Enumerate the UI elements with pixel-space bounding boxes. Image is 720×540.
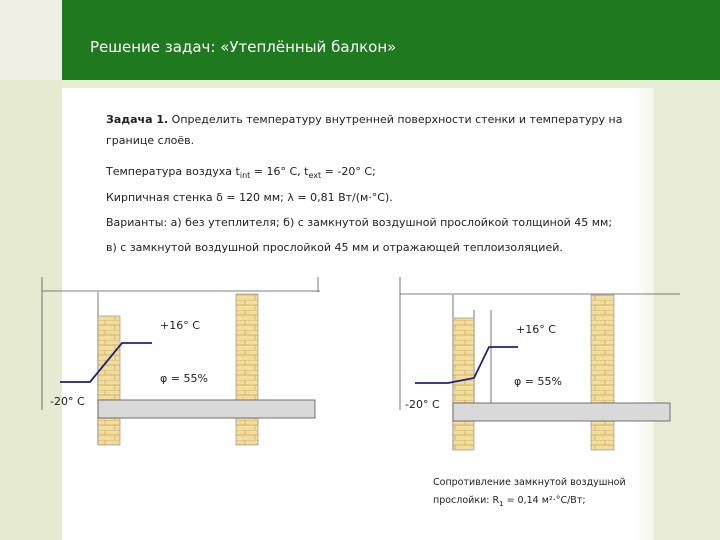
page-title: Решение задач: «Утеплённый балкон» — [90, 38, 397, 56]
left-t-out-label: -20° С — [50, 395, 85, 408]
diagram-left — [42, 277, 320, 445]
right-phi-label: φ = 55% — [514, 375, 562, 388]
task-line-3: Температура воздуха $t_{int} = 16^\circ$ С, $t_{ext} = -20^\circ$ С; — [106, 165, 376, 181]
slab-right — [453, 403, 670, 421]
brick-column-left — [236, 294, 258, 445]
task-line-6: в) с замкнутой воздушной прослойкой 45 мм и отражающей теплоизоляцией. — [106, 241, 563, 254]
brick-column-right — [591, 295, 614, 450]
left-t-in-label: +16° С — [160, 319, 200, 332]
note-line-1: Сопротивление замкнутой воздушной — [433, 477, 626, 488]
right-t-in-label: +16° С — [516, 323, 556, 336]
brick-wall-right — [453, 318, 474, 403]
task-line-2: границе слоёв. — [106, 134, 195, 147]
task-line-5: Варианты: а) без утеплителя; б) с замкнутой воздушной прослойкой толщиной 45 мм; — [106, 216, 613, 229]
task-line-4: Кирпичная стенка δ = 120 мм; λ = 0,81 Вт/(м·°С). — [106, 191, 393, 204]
left-phi-label: φ = 55% — [160, 372, 208, 385]
slab-left — [98, 400, 315, 418]
task-number: Задача 1. — [106, 113, 169, 126]
task-line-1: Задача 1. Определить температуру внутренней поверхности стенки и температуру на — [106, 113, 623, 126]
note-line-2: прослойки: $R_1 = 0,14$ м²·°С/Вт; — [433, 495, 586, 508]
right-t-out-label: -20° С — [405, 398, 440, 411]
diagram-right — [400, 277, 680, 450]
